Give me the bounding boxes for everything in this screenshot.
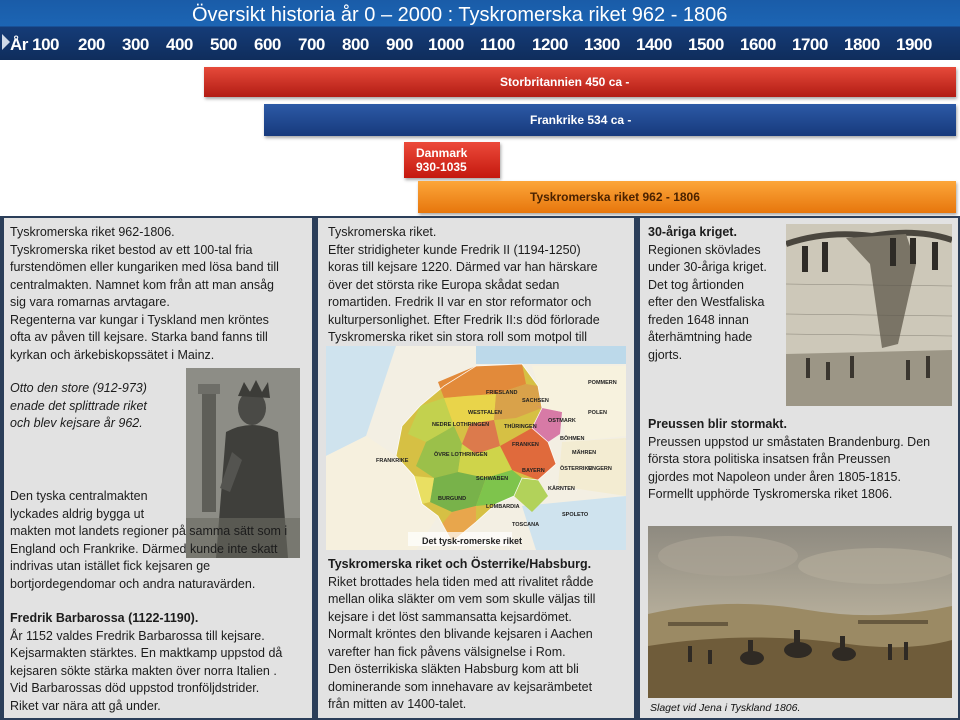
timeline-bar-france xyxy=(264,104,956,136)
barbarossa-heading: Fredrik Barbarossa (1122-1190). xyxy=(10,611,199,625)
text-line: från mitten av 1400-talet. xyxy=(328,697,467,711)
habsburg-text xyxy=(328,556,632,714)
text-line: gjordes mot Napoleon under åren 1805-1815. xyxy=(648,469,901,484)
year-label: 800 xyxy=(342,35,369,54)
thirty-years-war-heading: 30-åriga kriget. xyxy=(648,225,737,239)
year-label: 1500 xyxy=(688,35,724,54)
map-label: TOSCANA xyxy=(512,522,540,528)
text-line: kyrkan och ärkebiskopssätet i Mainz. xyxy=(10,347,215,362)
text-line: varefter han fick påvens välsignelse i Rom. xyxy=(328,644,566,659)
timeline-bar-holy-roman-empire xyxy=(418,181,956,213)
timeline-bar-label: Storbritannien 450 ca - xyxy=(500,75,630,89)
empire-map-image xyxy=(326,346,626,550)
panel-middle xyxy=(318,218,634,718)
timeline-bar-label: Frankrike 534 ca - xyxy=(530,113,632,127)
text-line: lyckades aldrig bygga ut xyxy=(10,506,145,521)
year-label: 500 xyxy=(210,35,237,54)
prussia-text xyxy=(648,416,954,504)
timeline-bar-britain xyxy=(204,67,956,97)
intro-text xyxy=(10,224,310,364)
text-line: över det största rike Europa skådat sedan xyxy=(328,277,560,292)
text-line: dominerande som innehavare av kejsarämbetet xyxy=(328,679,593,694)
text-line: ofta av påven till kejsare. Starka band fanns till xyxy=(10,330,268,344)
text-line: Otto den store (912-973) xyxy=(10,381,147,395)
map-label: BURGUND xyxy=(438,496,467,502)
prussia-heading: Preussen blir stormakt. xyxy=(648,417,787,431)
map-label: SACHSEN xyxy=(522,398,549,404)
text-line: Regionen skövlades xyxy=(648,242,761,257)
map-title: Det tysk-romerske riket xyxy=(422,536,523,546)
map-label: FRIESLAND xyxy=(486,390,518,396)
text-line: Det tog årtionden xyxy=(648,277,744,292)
map-label: LOMBARDIA xyxy=(486,504,520,510)
map-art xyxy=(326,346,626,550)
year-label: 1000 xyxy=(428,35,464,54)
text-line: gjorts. xyxy=(648,347,683,362)
text-line: Riket brottades hela tiden med att rivalitet rådde xyxy=(328,574,594,589)
map-label: FRANKRIKE xyxy=(376,458,409,464)
map-label: POLEN xyxy=(588,410,607,416)
map-label: KÄRNTEN xyxy=(548,486,575,492)
thirty-years-war-text xyxy=(648,224,788,364)
year-label: 1800 xyxy=(844,35,880,54)
year-label: År 100 xyxy=(10,35,59,54)
map-label: UNGERN xyxy=(588,466,612,472)
header-band xyxy=(0,0,960,60)
central-power-text xyxy=(10,488,310,593)
map-label: NEDRE LOTHRINGEN xyxy=(432,422,490,428)
map-label: OSTMARK xyxy=(548,418,576,424)
text-line: centralmakten. Namnet kom från att man ansåg xyxy=(10,277,275,292)
battle-art xyxy=(648,526,952,698)
text-line: och blev kejsare år 962. xyxy=(10,416,143,430)
year-label: 600 xyxy=(254,35,281,54)
text-line: kejsare i det löst sammansatta kejsardömet. xyxy=(328,609,572,624)
text-line: England och Frankrike. Därmed kunde inte skatt xyxy=(10,541,278,556)
intro-heading: Tyskromerska riket 962-1806. xyxy=(10,225,175,239)
text-line: freden 1648 innan xyxy=(648,312,749,327)
text-line: Tyskromerska riket sin stora roll som motpol till xyxy=(328,330,588,344)
empire-text xyxy=(328,224,630,364)
map-label: WESTFALEN xyxy=(468,410,502,416)
text-line: första stora politiska insatsen från Preussen xyxy=(648,452,891,466)
timeline xyxy=(0,60,960,216)
text-line: återhämtning hade xyxy=(648,330,753,344)
text-line: efter den Westfaliska xyxy=(648,295,765,309)
timeline-bar-years: 930-1035 xyxy=(416,160,467,174)
year-label: 1100 xyxy=(480,35,515,54)
map-label: THÜRINGEN xyxy=(504,424,537,430)
text-line: kejsaren sökte stärka makten över norra Italien . xyxy=(10,663,277,678)
year-label: 700 xyxy=(298,35,325,54)
thirty-years-war-image xyxy=(786,224,952,406)
year-label: 900 xyxy=(386,35,413,54)
text-line: Preussen uppstod ur småstaten Brandenburg. Den xyxy=(648,434,931,449)
text-line: indrivas utan istället fick kejsaren ge xyxy=(10,559,211,573)
text-line: koras till kejsare 1220. Därmed var han härskare xyxy=(328,260,598,274)
year-label: 1300 xyxy=(584,35,620,54)
text-line: Riket var nära att gå under. xyxy=(10,698,161,713)
text-line: Kejsarmakten stärktes. En maktkamp uppstod då xyxy=(10,646,283,660)
battle-caption: Slaget vid Jena i Tyskland 1806. xyxy=(650,702,801,714)
text-line: År 1152 valdes Fredrik Barbarossa till kejsare. xyxy=(10,628,265,643)
text-line: sig vara romarnas arvtagare. xyxy=(10,295,170,309)
timeline-bar-denmark xyxy=(404,142,500,178)
text-line: enade det splittrade riket xyxy=(10,398,147,413)
text-line: Normalt kröntes den blivande kejsaren i Aachen xyxy=(328,627,593,641)
text-line: under 30-åriga kriget. xyxy=(648,260,767,274)
year-label: 1600 xyxy=(740,35,776,54)
text-line: Den österrikiska släkten Habsburg kom att bli xyxy=(328,662,579,676)
panel-right xyxy=(640,218,958,718)
text-line: Formellt upphörde Tyskromerska riket 1806. xyxy=(648,487,893,501)
map-label: ÖSTERRIKE xyxy=(560,466,593,472)
map-label: MÄHREN xyxy=(572,450,597,456)
map-label: SCHWABEN xyxy=(476,476,509,482)
year-label: 200 xyxy=(78,35,105,54)
panel-left xyxy=(4,218,312,718)
content-area xyxy=(0,216,960,720)
text-line: Tyskromerska riket bestod av ett 100-tal fria xyxy=(10,242,253,257)
battle-of-jena-image xyxy=(648,526,952,698)
timeline-bar-label: Danmark xyxy=(416,146,468,160)
year-label: 1400 xyxy=(636,35,672,54)
otto-text xyxy=(10,380,180,433)
year-label: 1700 xyxy=(792,35,828,54)
text-line: makten mot landets regioner på samma sätt som i xyxy=(10,524,288,538)
barbarossa-text xyxy=(10,610,310,715)
etching-art xyxy=(786,224,952,406)
map-label: FRANKEN xyxy=(512,442,539,448)
text-line: Den tyska centralmakten xyxy=(10,489,148,503)
empire-heading: Tyskromerska riket. xyxy=(328,225,437,239)
text-line: bortjordegendomar och andra naturavärden. xyxy=(10,576,256,591)
year-label: 300 xyxy=(122,35,149,54)
year-label: 1900 xyxy=(896,35,932,54)
map-label: ÖVRE LOTHRINGEN xyxy=(434,452,488,458)
map-label: POMMERN xyxy=(588,380,617,386)
year-label: 400 xyxy=(166,35,193,54)
map-label: BÖHMEN xyxy=(560,436,585,442)
timeline-bar-label: Tyskromerska riket 962 - 1806 xyxy=(530,190,700,204)
year-label: 1200 xyxy=(532,35,568,54)
slide-title: Översikt historia år 0 – 2000 : Tyskromerska riket 962 - 1806 xyxy=(192,4,728,26)
habsburg-heading: Tyskromerska riket och Österrike/Habsburg. xyxy=(328,557,592,571)
text-line: furstendömen eller kungariken med lösa band till xyxy=(10,260,279,274)
text-line: romartiden. Fredrik II var en stor reformator och xyxy=(328,295,592,309)
map-label: BAYERN xyxy=(522,468,545,474)
text-line: kulturpersonlighet. Efter Fredrik II:s död förlorade xyxy=(328,312,600,327)
text-line: Vid Barbarossas död uppstod tronföljdstrider. xyxy=(10,681,260,695)
text-line: mellan olika släkter om vem som skulle väljas till xyxy=(328,592,596,606)
text-line: Regenterna var kungar i Tyskland men kröntes xyxy=(10,312,269,327)
year-scale xyxy=(0,32,960,58)
text-line: Efter stridigheter kunde Fredrik II (1194-1250) xyxy=(328,242,581,257)
map-label: SPOLETO xyxy=(562,512,589,518)
